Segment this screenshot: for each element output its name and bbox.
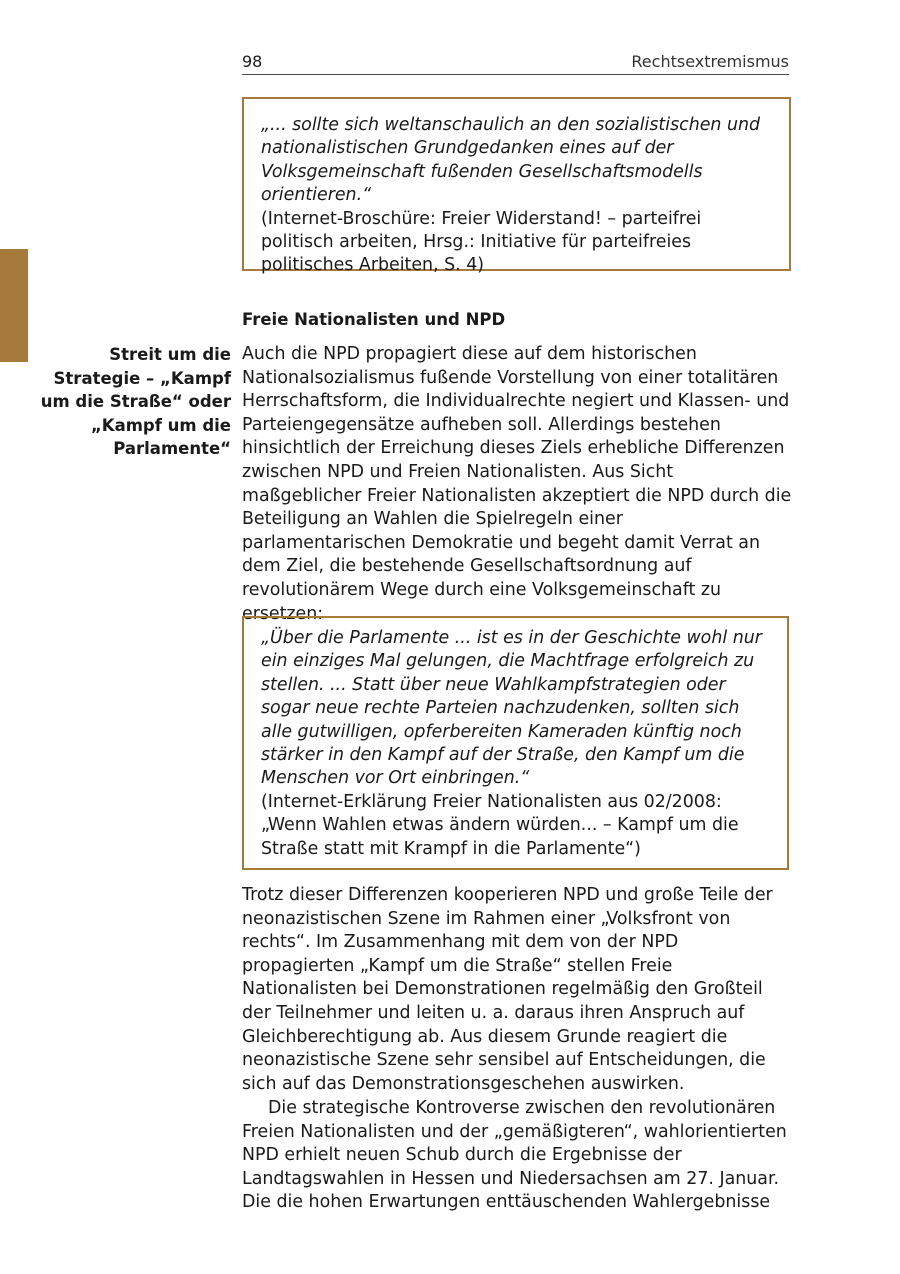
paragraph-1: Auch die NPD propagiert diese auf dem historischen Nationalsozialismus fußende Vorstellung von einer totalitären Herrschaftsform, die Individualrechte negiert und Klassen- und Parteiengegensätze aufheben soll. Allerdings bestehen hinsichtlich der Erreichung dieses Ziels erhebliche Differenzen zwischen NPD und Freien Nationalisten. Aus Sicht maßgeblicher Freier Nationalisten akzeptiert die NPD durch die Beteiligung an Wahlen die Spielregeln einer parlamentarischen Demokratie und begeht damit Verrat an dem Ziel, die bestehende Gesellschaftsordnung auf revolutionärem Wege durch eine Volksgemeinschaft zu ersetzen: bbox=[242, 344, 792, 624]
section-heading: Freie Nationalisten und NPD bbox=[242, 310, 506, 329]
running-head: Rechtsextremismus bbox=[631, 52, 789, 71]
margin-note: Streit um die Strategie – „Kampf um die Straße“ oder „Kampf um die Parlamente“ bbox=[40, 345, 231, 459]
quote-box-1-quote: „... sollte sich weltanschaulich an den sozialistischen und nationalistischen Grundgedanken eines auf der Volksgemeinschaft fußenden Gesellschaftsmodells orientieren.“ bbox=[261, 115, 761, 206]
quote-box-1 bbox=[242, 97, 791, 276]
paragraph-2: Trotz dieser Differenzen kooperieren NPD und große Teile der neonazistischen Szene im Rahmen einer „Volksfront von rechts“. Im Zusammenhang mit dem von der NPD propagierten „Kampf um die Straße“ stellen Freie Nationalisten bei Demonstrationen regelmäßig den Großteil der Teilnehmer und leiten u. a. daraus ihren Anspruch auf Gleichberechtigung ab. Aus diesem Grunde reagiert die neonazistische Szene sehr sensibel auf Entscheidungen, die sich auf das Demonstrationsgeschehen auswirken. bbox=[242, 885, 773, 1094]
paragraph-3: Die strategische Kontroverse zwischen den revolutionären Freien Nationalisten und der „gemäßigteren“, wahlorientierten NPD erhielt neuen Schub durch die Ergebnisse der Landtagswahlen in Hessen und Niedersachsen am 27. Januar. Die die hohen Erwartungen enttäuschenden Wahlergebnisse bbox=[242, 1098, 787, 1213]
page-number: 98 bbox=[242, 52, 263, 71]
page-header bbox=[242, 52, 789, 75]
quote-box-2 bbox=[242, 616, 789, 870]
quote-box-2-quote: „Über die Parlamente ... ist es in der Geschichte wohl nur ein einziges Mal gelungen, die Machtfrage erfolgreich zu stellen. ... Statt über neue Wahlkampfstrategien oder sogar neue rechte Parteien nachzudenken, sollten sich alle gutwilligen, opferbereiten Kameraden künftig noch stärker in den Kampf auf der Straße, den Kampf um die Menschen vor Ort einbringen.“ bbox=[261, 628, 762, 789]
quote-box-1-source: (Internet-Broschüre: Freier Widerstand! – parteifrei politisch arbeiten, Hrsg.: Initiative für parteifreies politisches Arbeiten, S. 4) bbox=[261, 208, 702, 276]
quote-box-2-source: (Internet-Erklärung Freier Nationalisten aus 02/2008: „Wenn Wahlen etwas ändern würden... – Kampf um die Straße statt mit Krampf in die Parlamente“) bbox=[261, 791, 739, 859]
